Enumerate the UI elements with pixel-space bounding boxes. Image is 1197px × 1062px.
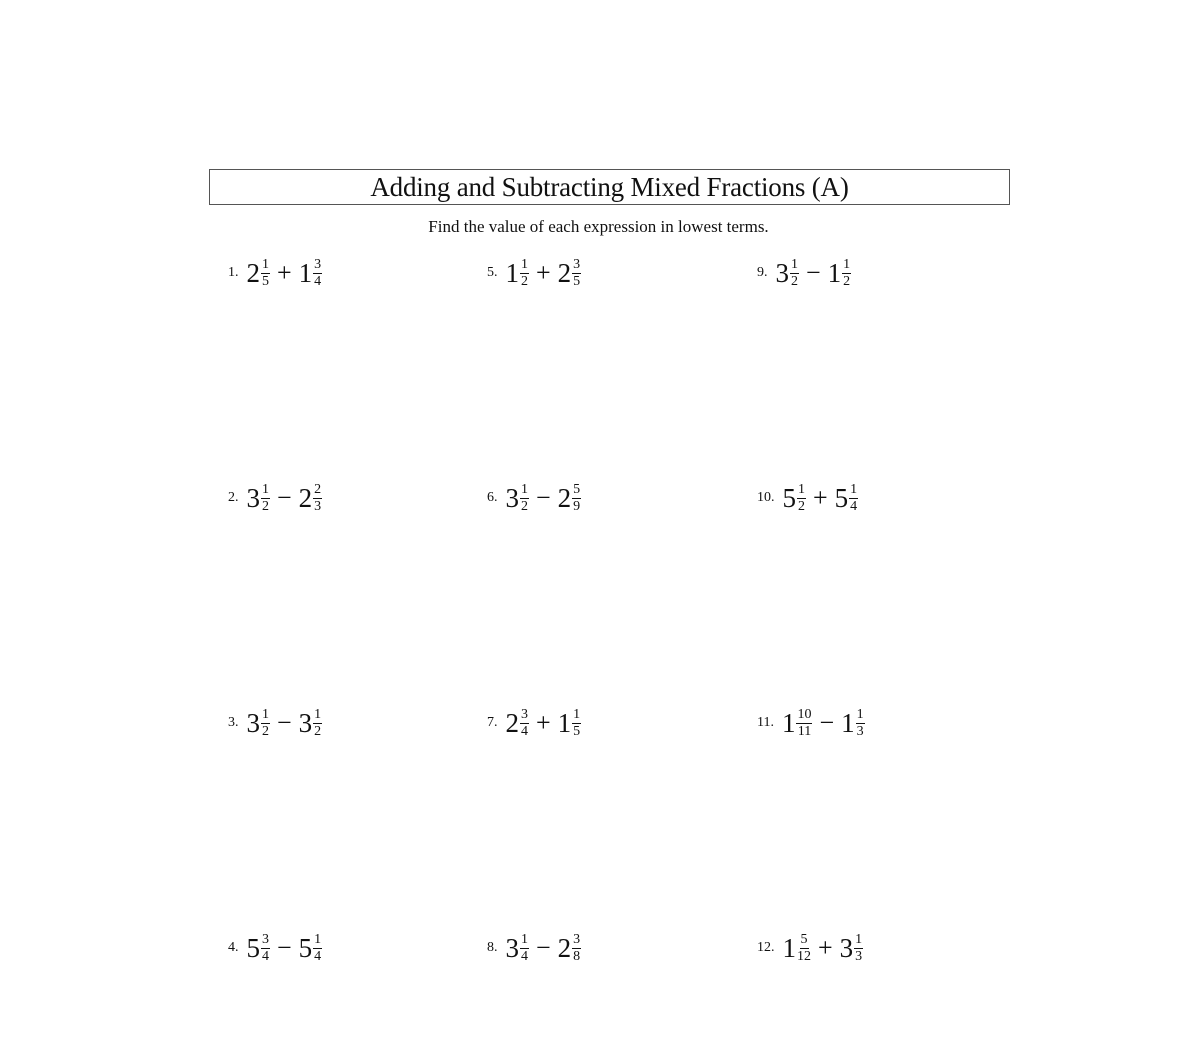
whole-part: 2 (505, 707, 519, 738)
numerator: 1 (855, 931, 863, 947)
problem-12 (757, 928, 863, 968)
operator: + (277, 258, 292, 287)
denominator: 4 (314, 948, 322, 964)
mixed-number-b (299, 483, 323, 514)
problem-number: 2. (228, 490, 239, 505)
fraction (790, 258, 799, 289)
fraction (854, 933, 863, 964)
mixed-number-a (506, 933, 530, 964)
mixed-number-a (783, 933, 812, 964)
fraction (797, 933, 811, 964)
fraction (572, 708, 581, 739)
operator: − (536, 483, 551, 512)
whole-part: 3 (246, 482, 260, 513)
denominator: 2 (262, 498, 269, 514)
mixed-number-a (783, 483, 807, 514)
problem-4 (228, 928, 322, 968)
whole-part: 2 (557, 482, 572, 513)
fraction (520, 708, 529, 739)
denominator: 2 (843, 273, 851, 289)
problem-number: 10. (757, 490, 775, 505)
denominator: 4 (314, 273, 322, 289)
worksheet-title: Adding and Subtracting Mixed Fractions (A) (370, 171, 849, 202)
mixed-number-b (558, 708, 582, 739)
numerator: 1 (262, 481, 269, 497)
denominator: 4 (850, 498, 858, 514)
denominator: 3 (855, 948, 863, 964)
denominator: 3 (856, 723, 864, 739)
mixed-number-b (828, 258, 852, 289)
mixed-number-b (835, 483, 859, 514)
denominator: 4 (521, 948, 528, 964)
fraction (796, 708, 812, 739)
fraction (520, 483, 529, 514)
numerator: 1 (573, 706, 581, 722)
denominator: 5 (573, 723, 581, 739)
operator: − (806, 258, 821, 287)
fraction (572, 258, 581, 289)
problem-10 (757, 478, 858, 518)
problem-number: 3. (228, 715, 239, 730)
denominator: 2 (262, 723, 269, 739)
fraction (520, 258, 529, 289)
mixed-number-b (299, 258, 323, 289)
whole-part: 1 (298, 257, 313, 288)
problem-number: 1. (228, 265, 239, 280)
fraction (313, 258, 322, 289)
fraction (856, 708, 865, 739)
denominator: 2 (791, 273, 798, 289)
fraction (797, 483, 806, 514)
numerator: 1 (521, 931, 528, 947)
numerator: 1 (843, 256, 851, 272)
fraction (572, 933, 581, 964)
problem-9 (757, 253, 851, 293)
operator: + (813, 483, 828, 512)
whole-part: 5 (834, 482, 849, 513)
problem-3 (228, 703, 322, 743)
mixed-number-a (247, 933, 271, 964)
fraction (313, 483, 322, 514)
fraction (849, 483, 858, 514)
operator: − (536, 933, 551, 962)
numerator: 5 (573, 481, 581, 497)
mixed-number-a (247, 708, 271, 739)
operator: + (536, 258, 551, 287)
whole-part: 5 (298, 932, 313, 963)
mixed-number-b (558, 933, 582, 964)
whole-part: 1 (782, 932, 796, 963)
numerator: 5 (800, 931, 808, 947)
whole-part: 3 (839, 932, 854, 963)
denominator: 12 (797, 948, 811, 964)
fraction (842, 258, 851, 289)
operator: − (277, 933, 292, 962)
mixed-number-b (841, 708, 865, 739)
problem-number: 8. (487, 940, 498, 955)
denominator: 8 (573, 948, 581, 964)
whole-part: 1 (557, 707, 572, 738)
fraction (261, 483, 270, 514)
problem-number: 6. (487, 490, 498, 505)
numerator: 1 (856, 706, 864, 722)
operator: − (277, 483, 292, 512)
whole-part: 2 (298, 482, 313, 513)
numerator: 1 (262, 256, 269, 272)
fraction (520, 933, 529, 964)
denominator: 4 (521, 723, 528, 739)
fraction (313, 933, 322, 964)
whole-part: 3 (246, 707, 260, 738)
whole-part: 3 (505, 482, 519, 513)
whole-part: 1 (827, 257, 842, 288)
numerator: 3 (314, 256, 322, 272)
mixed-number-b (558, 258, 582, 289)
mixed-number-a (506, 708, 530, 739)
numerator: 1 (314, 706, 322, 722)
mixed-number-b (299, 708, 323, 739)
problem-number: 12. (757, 940, 775, 955)
mixed-number-a (506, 483, 530, 514)
fraction (572, 483, 581, 514)
whole-part: 1 (781, 707, 796, 738)
numerator: 1 (798, 481, 805, 497)
numerator: 1 (521, 256, 528, 272)
denominator: 4 (262, 948, 269, 964)
operator: − (277, 708, 292, 737)
denominator: 3 (314, 498, 322, 514)
numerator: 10 (797, 706, 812, 722)
problem-number: 7. (487, 715, 498, 730)
whole-part: 2 (557, 257, 572, 288)
problem-2 (228, 478, 322, 518)
problem-number: 11. (757, 715, 774, 730)
denominator: 9 (573, 498, 581, 514)
problem-number: 5. (487, 265, 498, 280)
operator: + (818, 933, 833, 962)
problem-number: 4. (228, 940, 239, 955)
denominator: 5 (573, 273, 581, 289)
whole-part: 3 (505, 932, 519, 963)
operator: + (536, 708, 551, 737)
mixed-number-a (782, 708, 813, 739)
mixed-number-a (247, 258, 271, 289)
numerator: 1 (791, 256, 798, 272)
problem-6 (487, 478, 581, 518)
numerator: 3 (573, 256, 581, 272)
mixed-number-b (558, 483, 582, 514)
fraction (261, 708, 270, 739)
denominator: 5 (262, 273, 269, 289)
numerator: 3 (521, 706, 528, 722)
denominator: 11 (797, 723, 812, 739)
whole-part: 2 (557, 932, 572, 963)
mixed-number-a (247, 483, 271, 514)
whole-part: 1 (505, 257, 519, 288)
worksheet-title-box (209, 169, 1010, 205)
mixed-number-b (299, 933, 323, 964)
whole-part: 3 (775, 257, 789, 288)
problem-5 (487, 253, 581, 293)
numerator: 1 (314, 931, 322, 947)
problem-7 (487, 703, 581, 743)
numerator: 1 (521, 481, 528, 497)
mixed-number-a (506, 258, 530, 289)
denominator: 2 (798, 498, 805, 514)
whole-part: 1 (841, 707, 855, 738)
problem-8 (487, 928, 581, 968)
problem-number: 9. (757, 265, 768, 280)
problem-11 (757, 703, 865, 743)
whole-part: 5 (782, 482, 796, 513)
mixed-number-b (840, 933, 864, 964)
fraction (261, 258, 270, 289)
numerator: 3 (573, 931, 581, 947)
instructions: Find the value of each expression in lowest terms. (428, 217, 769, 236)
denominator: 2 (314, 723, 322, 739)
numerator: 1 (850, 481, 858, 497)
mixed-number-a (776, 258, 800, 289)
fraction (313, 708, 322, 739)
whole-part: 3 (298, 707, 313, 738)
whole-part: 5 (246, 932, 260, 963)
denominator: 2 (521, 273, 528, 289)
operator: − (819, 708, 835, 737)
numerator: 2 (314, 481, 322, 497)
problem-1 (228, 253, 322, 293)
numerator: 3 (262, 931, 269, 947)
denominator: 2 (521, 498, 528, 514)
fraction (261, 933, 270, 964)
numerator: 1 (262, 706, 269, 722)
whole-part: 2 (246, 257, 260, 288)
